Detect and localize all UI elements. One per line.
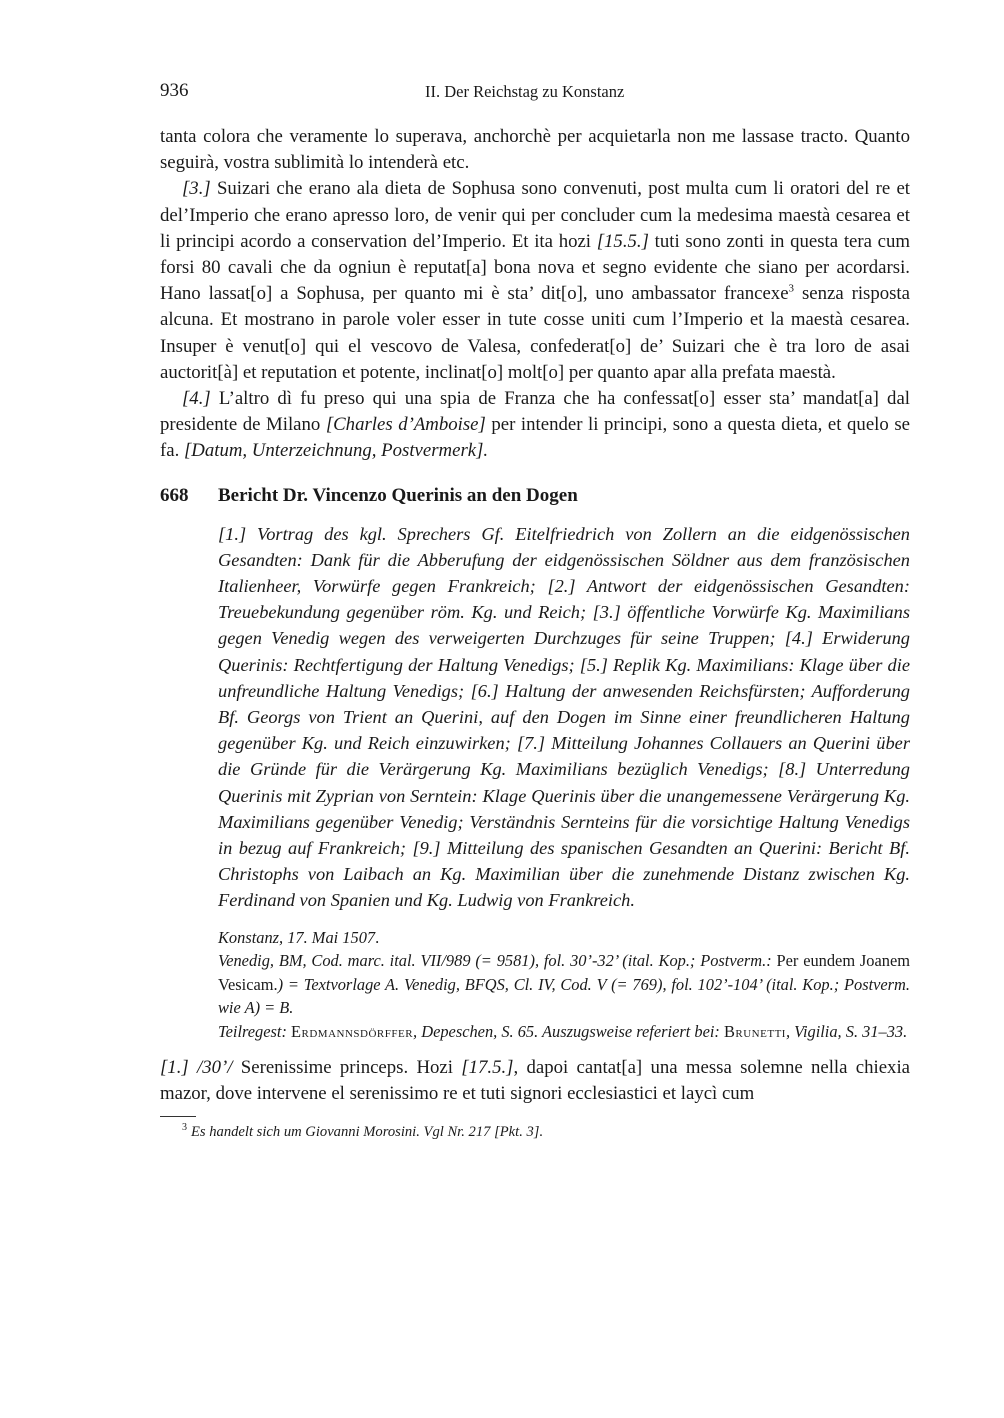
document-text-start: [1.] /30’/ Serenissime princeps. Hozi [17.5.], dapoi cantat[a] una messa solemne nella chiexia mazor, dove intervene el serenissimo re et tuti signori ecclesiastici et laycì cum	[160, 1057, 911, 1105]
partial-regest: Teilregest: Erdmannsdörffer, Depeschen, S. 65. Auszugsweise referiert bei: Brunetti, Vigilia, S. 31–33.	[218, 1021, 908, 1041]
paragraph-text: tuti sono zonti in questa tera cum forsi 80 cavali che da ogniun è reputat[a] bona nova et segno evidente che siano per acordarsi. Hano lassat[o] a Sophusa, per quanto mi è sta’ dit[o], uno ambassator francexe	[160, 230, 910, 305]
date-annotation: [15.5.]	[596, 230, 649, 252]
footnote-mark: 3	[182, 1121, 187, 1133]
paragraph-text: Suizari che erano ala dieta de Sophusa sono convenuti, post multa cum li oratori del re et del’Imperio che erano apresso loro, de venir qui per concluder cum la medesima maestà cesarea et li principi acordo a conservation del’Imperio. Et ita hozi	[160, 178, 910, 252]
paragraph-text: L’altro dì fu preso qui una spia de Franza che ha confessat[o] esser sta’ mandat[a] dal presidente de Milano	[160, 388, 910, 436]
source-citation: Venedig, BM, Cod. marc. ital. VII/989 (= 9581), fol. 30’-32’ (ital. Kop.; Postverm.: Per eundem Joanem Vesicam.) = Textvorlage A. Venedig, BFQS, Cl. IV, Cod. V (= 769), fol. 102’-104’ (ital. Kop.; Postverm. wie A) = B.	[218, 951, 910, 1018]
date-annotation: [17.5.]	[461, 1057, 514, 1079]
author-name: Erdmannsdörffer	[291, 1021, 414, 1041]
paragraph-1: tanta colora che veramente lo superava, anchorchè per acquietarla non me lassase tracto. Quanto seguirà, vostra sublimità lo intenderà etc.	[160, 126, 910, 174]
section-marker: [3.]	[182, 178, 211, 200]
footnote-divider	[160, 1116, 196, 1117]
document-title: Bericht Dr. Vincenzo Querinis an den Dogen	[218, 484, 578, 506]
section-marker: [4.]	[182, 388, 211, 410]
page	[160, 78, 910, 1140]
document-metadata	[218, 926, 910, 1044]
running-title: II. Der Reichstag zu Konstanz	[425, 82, 625, 101]
date-place: Konstanz, 17. Mai 1507.	[218, 927, 380, 947]
section-marker: [1.] /30’/	[160, 1057, 233, 1079]
page-number: 936	[160, 80, 189, 101]
paragraph-text: senza risposta alcuna. Et mostrano in parole voler esser in tute cosse uniti cum l’Imperio et la maestà cesarea. Insuper è venut[o] qui el vescovo de Valesa, confederat[o] de’ Suizari che è tra loro de asai auctorit[à] et reputation et potente, inclinat[o] molt[o] per quanto apar alla prefata maestà.	[160, 283, 910, 383]
page-header	[160, 78, 910, 108]
footnote-reference: 3	[788, 282, 795, 295]
paragraph-3	[160, 386, 910, 465]
paragraph-text: per intender li principi, sono a questa dieta, et quelo se fa.	[160, 414, 910, 462]
footnote	[160, 1122, 910, 1141]
name-annotation: [Charles d’Amboise]	[325, 414, 486, 436]
paragraph-2	[160, 176, 910, 386]
footnote-text: Es handelt sich um Giovanni Morosini. Vgl Nr. 217 [Pkt. 3].	[191, 1123, 544, 1140]
regest-summary: [1.] Vortrag des kgl. Sprechers Gf. Eitelfriedrich von Zollern an die eidgenössischen Gesandten: Dank für die Abberufung der eidgenössischen Söldner aus dem französischen Italienheer, Vorwürfe gegen Frankreich; [2.] Antwort der eidgenössischen Gesandten: Treuebekundung gegenüber röm. Kg. und Reich; [3.] öffentliche Vorwürfe Kg. Maximilians gegen Venedig wegen des verweigerten Durchzuges für seine Truppen; [4.] Erwiderung Querinis: Rechtfertigung der Haltung Venedigs; [5.] Replik Kg. Maximilians: Klage über die unfreundliche Haltung Venedigs; [6.] Haltung der anwesenden Reichsfürsten; Aufforderung Bf. Georgs von Trient an Querini, auf den Dogen im Sinne einer freundlicheren Haltung gegenüber Kg. und Reich einzuwirken; [7.] Mitteilung Johannes Collauers an Querini über die Gründe für die Verärgerung Kg. Maximilians bezüglich Venedigs; [8.] Unterredung Querinis mit Zyprian von Serntein: Klage Querinis über die unangemessene Verärgerung Kg. Maximilians gegenüber Venedig; Verständnis Sernteins für die vorsichtige Haltung Venedigs in bezug auf Frankreich; [9.] Mitteilung des spanischen Gesandten an Querini: Bericht Bf. Christophs von Laibach an Kg. Maximilian über die zunehmende Distanz zwischen Kg. Ferdinand von Spanien und Kg. Ludwig von Frankreich.	[218, 523, 910, 911]
closing-annotation: [Datum, Unterzeichnung, Postvermerk].	[183, 440, 489, 462]
document-number: 668	[160, 484, 189, 506]
document-heading	[160, 485, 910, 507]
main-text	[160, 124, 910, 465]
author-name: Brunetti	[723, 1021, 786, 1041]
